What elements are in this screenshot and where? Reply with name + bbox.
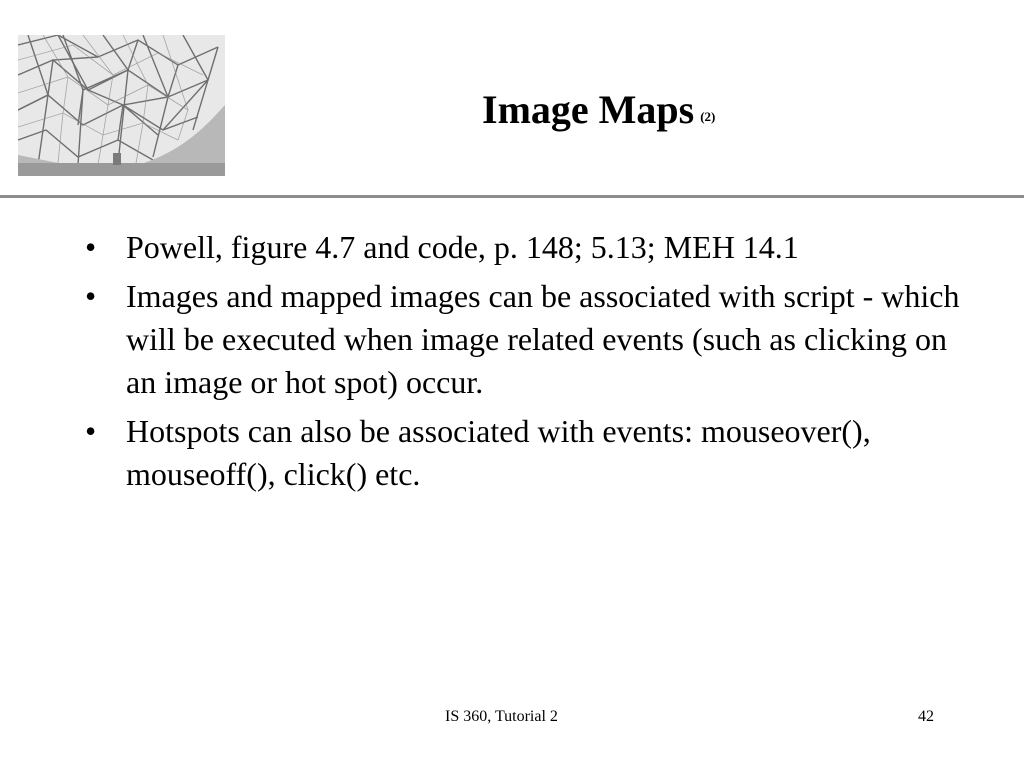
title-suffix: (2) [700, 109, 716, 124]
title-text: Image Maps [482, 87, 695, 132]
title-divider [0, 195, 1024, 198]
slide-number: 42 [918, 708, 934, 725]
slide-title [482, 87, 716, 132]
geodesic-dome-icon [18, 35, 225, 176]
bullet-item [85, 410, 965, 496]
bullet-marker: • [85, 278, 97, 314]
dome-photo-logo [18, 35, 225, 176]
bullet-marker: • [85, 413, 97, 449]
bullet-text: Images and mapped images can be associated with script - which will be executed when image related events (such as clicking on an image or hot spot) occur. [126, 278, 960, 400]
bullet-list [85, 226, 965, 502]
bullet-marker: • [85, 229, 97, 265]
bullet-item [85, 226, 965, 269]
bullet-item [85, 275, 965, 404]
bullet-text: Hotspots can also be associated with events: mouseover(), mouseoff(), click() etc. [126, 413, 871, 492]
bullet-text: Powell, figure 4.7 and code, p. 148; 5.13; MEH 14.1 [126, 229, 799, 265]
footer-course-label: IS 360, Tutorial 2 [445, 708, 558, 725]
